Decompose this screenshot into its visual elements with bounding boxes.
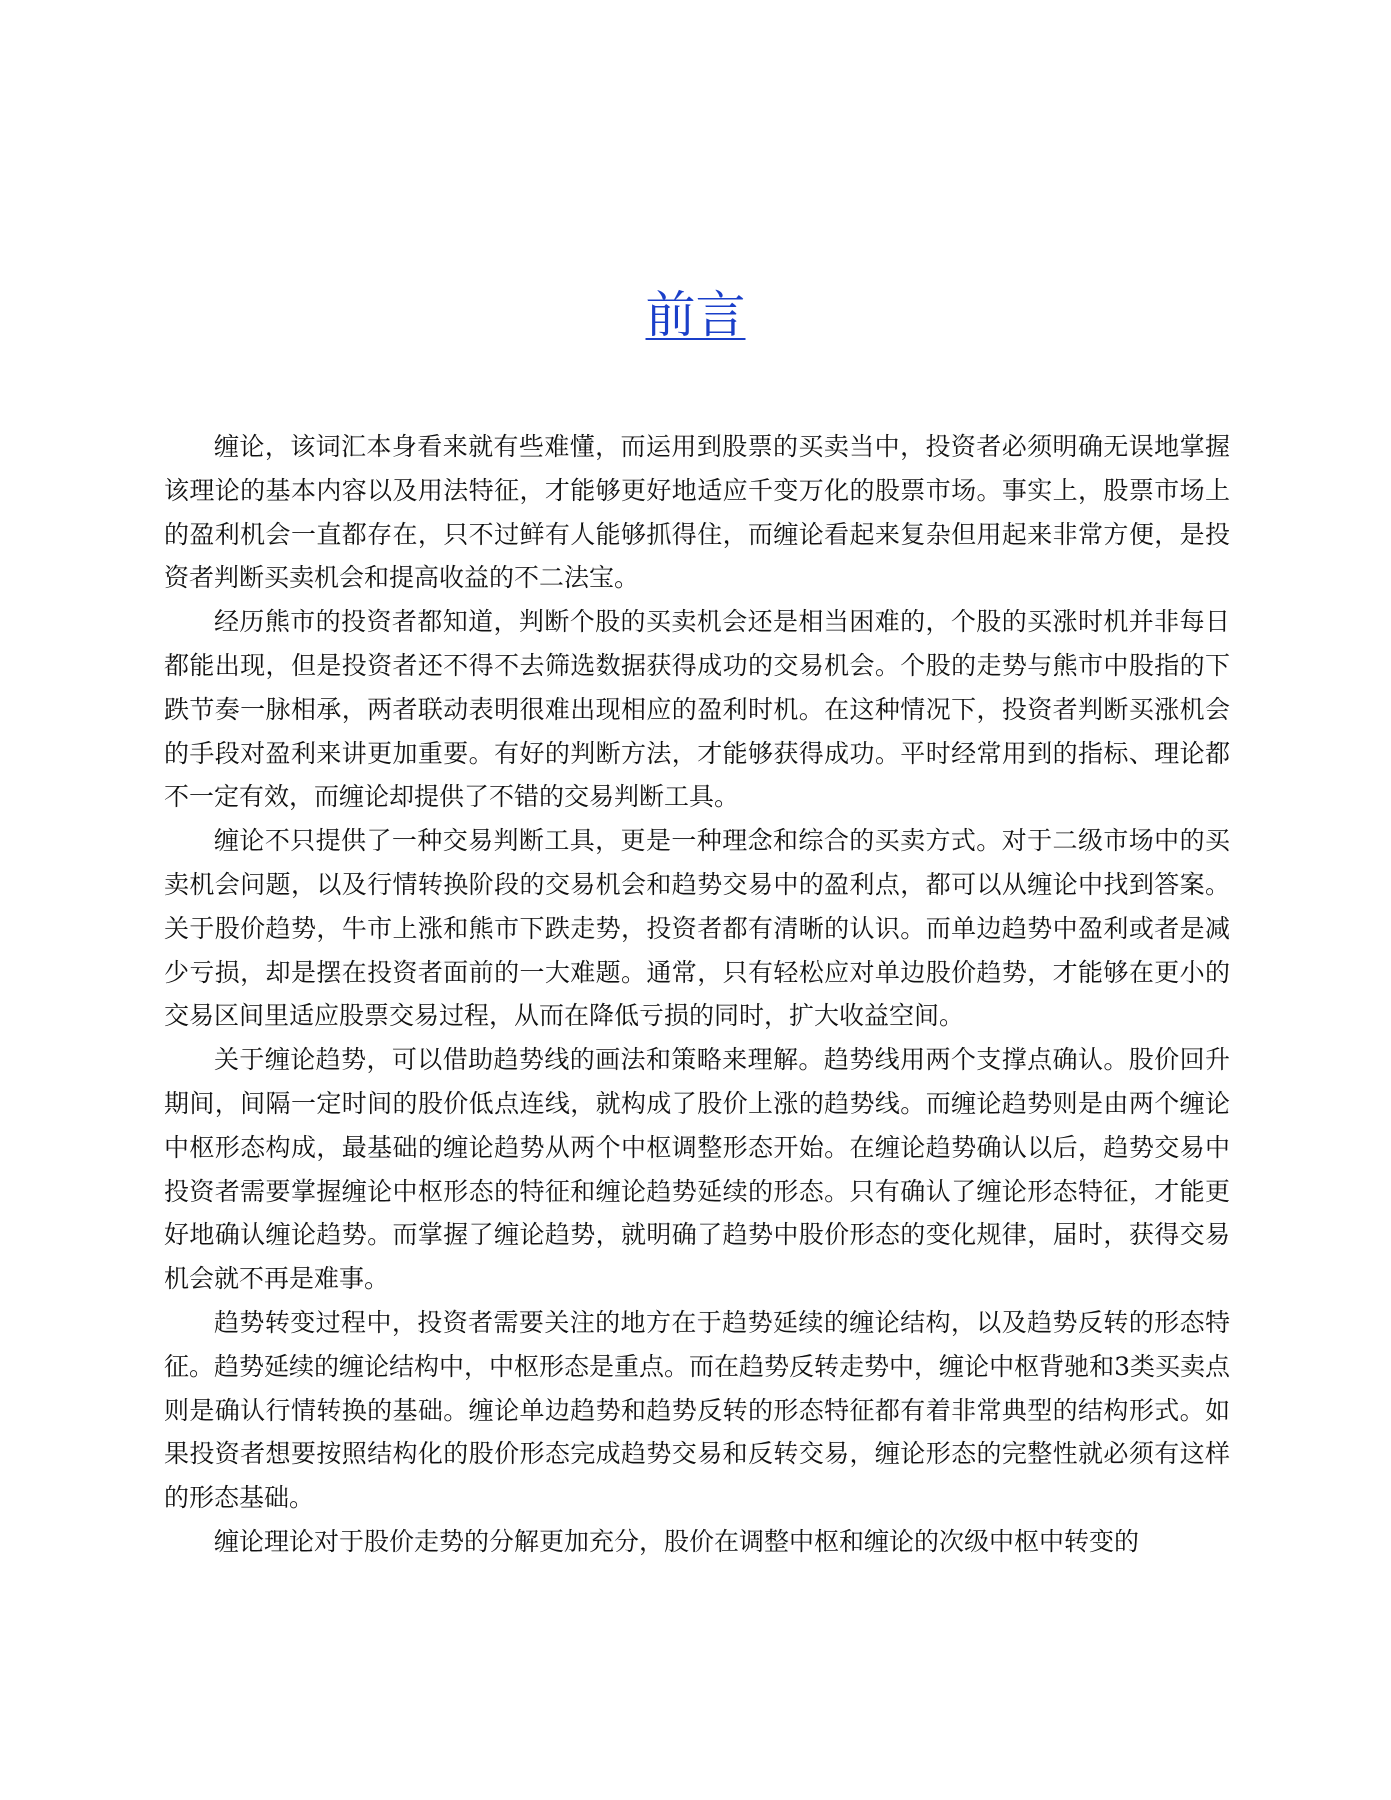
paragraph: 缠论理论对于股价走势的分解更加充分，股价在调整中枢和缠论的次级中枢中转变的 bbox=[214, 1526, 1140, 1556]
paragraph: 缠论不只提供了一种交易判断工具，更是一种理念和综合的买卖方式。对于二级市场中的买卖机会问题，以及行情转换阶段的交易机会和趋势交易中的盈利点，都可以从缠论中找到答案。关于股价趋势，牛市上涨和熊市下跌走势，投资者都有清晰的认识。而单边趋势中盈利或者是减少亏损，却是摆在投资者面前的一大难题。通常，只有轻松应对单边股价趋势，才能够在更小的交易区间里适应股票交易过程，从而在降低亏损的同时，扩大收益空间。 bbox=[164, 826, 1230, 1031]
paragraph: 趋势转变过程中，投资者需要关注的地方在于趋势延续的缠论结构，以及趋势反转的形态特征。趋势延续的缠论结构中，中枢形态是重点。而在趋势反转走势中，缠论中枢背驰和3类买卖点则是确认行情转换的基础。缠论单边趋势和趋势反转的形态特征都有着非常典型的结构形式。如果投资者想要按照结构化的股价形态完成趋势交易和反转交易，缠论形态的完整性就必须有这样的形态基础。 bbox=[164, 1307, 1230, 1513]
paragraph: 缠论，该词汇本身看来就有些难懂，而运用到股票的买卖当中，投资者必须明确无误地掌握该理论的基本内容以及用法特征，才能够更好地适应千变万化的股票市场。事实上，股票市场上的盈利机会一直都存在，只不过鲜有人能够抓得住，而缠论看起来复杂但用起来非常方便，是投资者判断买卖机会和提高收益的不二法宝。 bbox=[164, 432, 1230, 593]
body-text bbox=[164, 425, 1230, 1564]
title-link[interactable]: 前言 bbox=[645, 286, 746, 344]
page-title bbox=[0, 285, 1391, 345]
paragraph: 经历熊市的投资者都知道，判断个股的买卖机会还是相当困难的，个股的买涨时机并非每日都能出现，但是投资者还不得不去筛选数据获得成功的交易机会。个股的走势与熊市中股指的下跌节奏一脉相承，两者联动表明很难出现相应的盈利时机。在这种情况下，投资者判断买涨机会的手段对盈利来讲更加重要。有好的判断方法，才能够获得成功。平时经常用到的指标、理论都不一定有效，而缠论却提供了不错的交易判断工具。 bbox=[164, 607, 1230, 812]
paragraph: 关于缠论趋势，可以借助趋势线的画法和策略来理解。趋势线用两个支撑点确认。股价回升期间，间隔一定时间的股价低点连线，就构成了股价上涨的趋势线。而缠论趋势则是由两个缠论中枢形态构成，最基础的缠论趋势从两个中枢调整形态开始。在缠论趋势确认以后，趋势交易中投资者需要掌握缠论中枢形态的特征和缠论趋势延续的形态。只有确认了缠论形态特征，才能更好地确认缠论趋势。而掌握了缠论趋势，就明确了趋势中股价形态的变化规律，届时，获得交易机会就不再是难事。 bbox=[164, 1045, 1230, 1294]
